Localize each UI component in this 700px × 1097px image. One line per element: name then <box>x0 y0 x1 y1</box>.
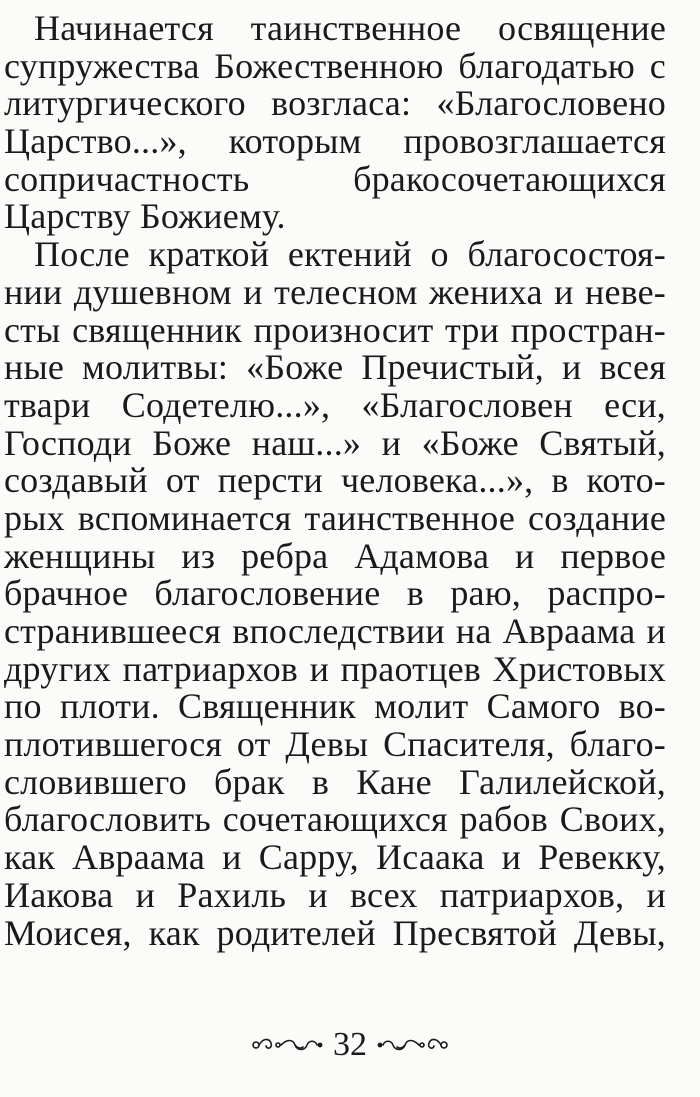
text-line: Начинается таинственное освящение <box>34 8 666 48</box>
text-line: женщины из ребра Адамова и первое <box>4 535 666 576</box>
text-line: плотившегося от Девы Спасителя, благо- <box>4 724 666 765</box>
text-line: После краткой ектений о благосостоя- <box>34 234 666 275</box>
text-line: Царство...», которым провозглашается <box>4 121 666 162</box>
left-scroll-ornament-icon <box>251 1034 323 1056</box>
text-line: странившееся впоследствии на Авраама и <box>4 611 666 651</box>
text-line: сты священник произносит три простран- <box>4 309 666 350</box>
text-line: сопричастность бракосочетающихся <box>4 158 666 199</box>
text-line: благословить сочетающихся рабов Своих, <box>4 799 666 840</box>
text-line: супружества Божественною благодатью с <box>4 45 666 86</box>
text-line: брачное благословение в раю, распро- <box>4 573 666 614</box>
text-line: рых вспоминается таинственное создание <box>4 497 666 538</box>
page-number: 32 <box>333 1026 367 1063</box>
text-line: ные молитвы: «Боже Пречистый, и всея <box>4 347 666 388</box>
text-line: создавый от персти человека...», в кото- <box>4 460 666 501</box>
text-line: нии душевном и телесном жениха и неве- <box>4 271 666 312</box>
text-line: Моисея, как родителей Пресвятой Девы, <box>4 912 666 953</box>
right-scroll-ornament-icon <box>377 1034 449 1056</box>
text-line: Иакова и Рахиль и всех патриархов, и <box>4 874 666 915</box>
text-line: по плоти. Священник молит Самого во- <box>4 686 666 727</box>
text-line: Господи Боже наш...» и «Боже Святый, <box>4 422 666 463</box>
text-line: словившего брак в Кане Галилейской, <box>4 761 666 802</box>
body-text <box>4 10 666 952</box>
text-line: как Авраама и Сарру, Исаака и Ревекку, <box>4 837 666 878</box>
text-line: литургического возгласа: «Благословено <box>4 83 666 124</box>
text-line: Царству Божиему. <box>4 196 286 237</box>
page-footer <box>0 1025 700 1065</box>
text-line: твари Содетелю...», «Благословен еси, <box>4 384 666 425</box>
text-line: других патриархов и праотцев Христовых <box>4 648 666 689</box>
